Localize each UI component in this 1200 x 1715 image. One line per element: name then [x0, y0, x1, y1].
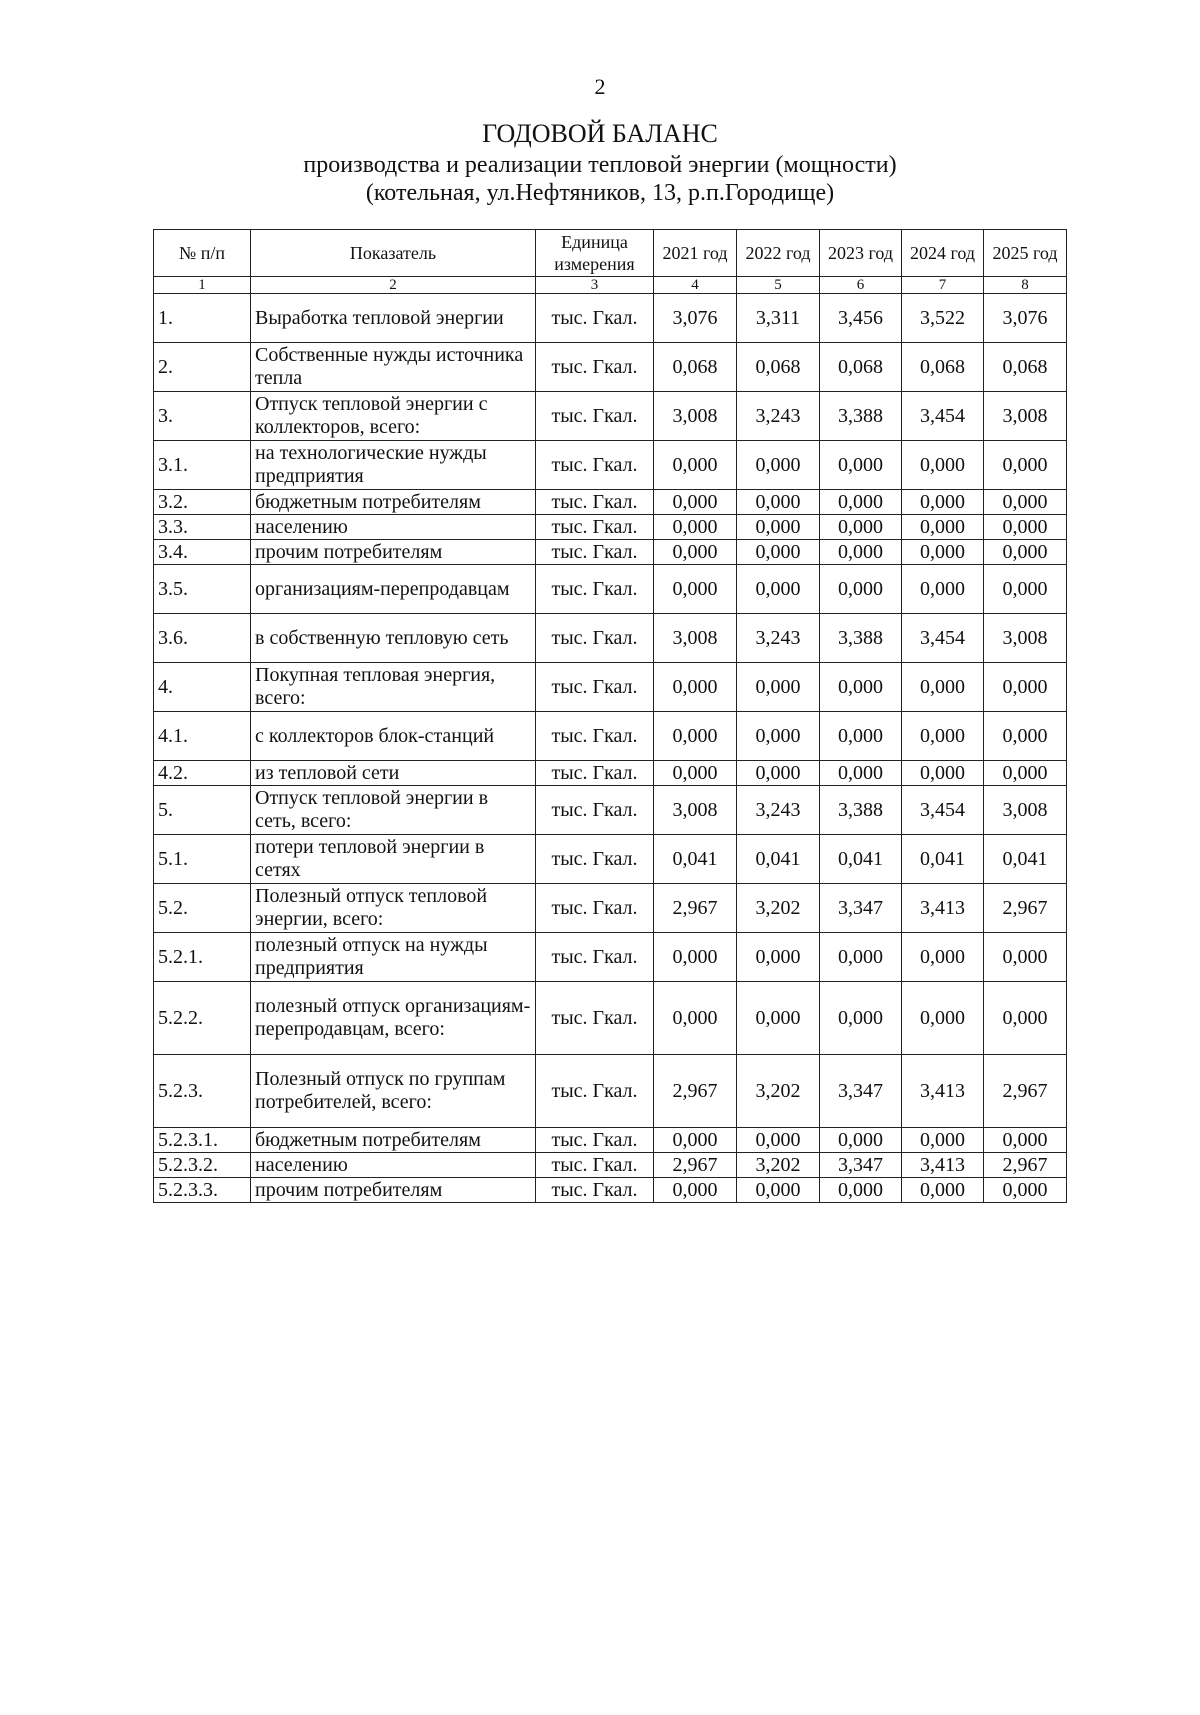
row-value-2022: 0,000 [737, 490, 820, 515]
row-value-2025: 0,000 [984, 712, 1067, 761]
row-value-2025: 0,000 [984, 1178, 1067, 1203]
row-unit: тыс. Гкал. [536, 565, 654, 614]
column-number: 1 [154, 277, 251, 294]
row-unit: тыс. Гкал. [536, 1128, 654, 1153]
column-number: 4 [654, 277, 737, 294]
row-unit: тыс. Гкал. [536, 1055, 654, 1128]
row-unit: тыс. Гкал. [536, 392, 654, 441]
row-indicator: с коллекторов блок-станций [251, 712, 536, 761]
row-value-2023: 0,000 [820, 1178, 902, 1203]
row-unit: тыс. Гкал. [536, 761, 654, 786]
row-unit: тыс. Гкал. [536, 1153, 654, 1178]
table-row [154, 786, 1067, 835]
row-indicator: на технологические нужды предприятия [251, 441, 536, 490]
row-value-2025: 0,000 [984, 982, 1067, 1055]
row-value-2025: 0,000 [984, 761, 1067, 786]
row-value-2022: 3,311 [737, 294, 820, 343]
row-indicator: потери тепловой энергии в сетях [251, 835, 536, 884]
row-value-2023: 0,000 [820, 565, 902, 614]
table-row [154, 1055, 1067, 1128]
row-number: 3.4. [154, 540, 251, 565]
row-number: 5.2.3.3. [154, 1178, 251, 1203]
row-value-2025: 2,967 [984, 1153, 1067, 1178]
row-value-2025: 2,967 [984, 884, 1067, 933]
table-row [154, 441, 1067, 490]
row-number: 3.5. [154, 565, 251, 614]
header-indicator: Показатель [251, 230, 536, 277]
row-value-2025: 0,000 [984, 565, 1067, 614]
row-indicator: бюджетным потребителям [251, 1128, 536, 1153]
row-value-2021: 0,000 [654, 540, 737, 565]
row-number: 1. [154, 294, 251, 343]
header-year-2022: 2022 год [737, 230, 820, 277]
page-number: 2 [594, 74, 606, 99]
row-value-2023: 0,000 [820, 933, 902, 982]
row-value-2025: 0,000 [984, 515, 1067, 540]
row-indicator: населению [251, 515, 536, 540]
row-value-2022: 0,041 [737, 835, 820, 884]
row-indicator: полезный отпуск на нужды предприятия [251, 933, 536, 982]
row-indicator: в собственную тепловую сеть [251, 614, 536, 663]
row-number: 5. [154, 786, 251, 835]
row-value-2023: 0,000 [820, 761, 902, 786]
row-value-2024: 3,413 [902, 1055, 984, 1128]
table-row [154, 663, 1067, 712]
row-value-2022: 3,243 [737, 392, 820, 441]
row-value-2024: 0,000 [902, 490, 984, 515]
row-value-2023: 3,347 [820, 884, 902, 933]
table-row [154, 1178, 1067, 1203]
row-number: 5.2.3. [154, 1055, 251, 1128]
row-value-2023: 3,388 [820, 392, 902, 441]
row-value-2023: 0,000 [820, 441, 902, 490]
row-value-2024: 3,454 [902, 614, 984, 663]
row-number: 3.3. [154, 515, 251, 540]
row-indicator: Покупная тепловая энергия, всего: [251, 663, 536, 712]
table-row [154, 712, 1067, 761]
table-row [154, 1128, 1067, 1153]
row-value-2024: 0,000 [902, 515, 984, 540]
row-value-2021: 2,967 [654, 1055, 737, 1128]
row-value-2021: 3,008 [654, 786, 737, 835]
row-value-2021: 3,008 [654, 614, 737, 663]
row-value-2024: 0,000 [902, 712, 984, 761]
row-value-2023: 3,388 [820, 614, 902, 663]
row-number: 5.2. [154, 884, 251, 933]
row-indicator: из тепловой сети [251, 761, 536, 786]
row-value-2023: 3,456 [820, 294, 902, 343]
row-value-2022: 3,202 [737, 884, 820, 933]
row-value-2024: 0,000 [902, 1128, 984, 1153]
row-unit: тыс. Гкал. [536, 515, 654, 540]
row-unit: тыс. Гкал. [536, 663, 654, 712]
row-value-2022: 0,000 [737, 441, 820, 490]
table-row [154, 540, 1067, 565]
row-value-2025: 3,008 [984, 392, 1067, 441]
row-value-2022: 3,243 [737, 786, 820, 835]
table-row [154, 343, 1067, 392]
row-number: 5.2.2. [154, 982, 251, 1055]
row-value-2022: 0,068 [737, 343, 820, 392]
row-unit: тыс. Гкал. [536, 712, 654, 761]
header-year-2023: 2023 год [820, 230, 902, 277]
row-value-2021: 3,076 [654, 294, 737, 343]
row-number: 4.2. [154, 761, 251, 786]
row-value-2022: 0,000 [737, 565, 820, 614]
row-unit: тыс. Гкал. [536, 933, 654, 982]
row-value-2021: 0,000 [654, 1178, 737, 1203]
row-value-2021: 2,967 [654, 1153, 737, 1178]
row-indicator: населению [251, 1153, 536, 1178]
row-value-2022: 0,000 [737, 663, 820, 712]
row-value-2024: 0,000 [902, 663, 984, 712]
row-value-2021: 0,000 [654, 565, 737, 614]
row-value-2024: 3,454 [902, 786, 984, 835]
row-value-2021: 0,000 [654, 712, 737, 761]
row-value-2023: 3,347 [820, 1153, 902, 1178]
table-row [154, 614, 1067, 663]
row-value-2024: 0,000 [902, 933, 984, 982]
row-value-2024: 0,041 [902, 835, 984, 884]
column-number: 8 [984, 277, 1067, 294]
row-value-2021: 0,000 [654, 761, 737, 786]
row-value-2021: 0,000 [654, 490, 737, 515]
row-number: 2. [154, 343, 251, 392]
row-value-2023: 0,068 [820, 343, 902, 392]
row-value-2024: 0,000 [902, 540, 984, 565]
table-row [154, 490, 1067, 515]
row-number: 5.2.3.1. [154, 1128, 251, 1153]
document-title: ГОДОВОЙ БАЛАНС [482, 119, 718, 148]
row-number: 5.2.3.2. [154, 1153, 251, 1178]
row-value-2021: 0,041 [654, 835, 737, 884]
row-unit: тыс. Гкал. [536, 343, 654, 392]
table-body [154, 294, 1067, 1203]
row-value-2025: 0,000 [984, 663, 1067, 712]
table-row [154, 392, 1067, 441]
row-value-2024: 0,000 [902, 761, 984, 786]
table-header-row [154, 230, 1067, 277]
row-value-2021: 0,000 [654, 982, 737, 1055]
row-value-2023: 0,000 [820, 982, 902, 1055]
row-unit: тыс. Гкал. [536, 540, 654, 565]
table-row [154, 835, 1067, 884]
row-value-2024: 3,413 [902, 884, 984, 933]
row-value-2024: 3,413 [902, 1153, 984, 1178]
row-unit: тыс. Гкал. [536, 294, 654, 343]
row-value-2024: 3,454 [902, 392, 984, 441]
row-value-2021: 0,068 [654, 343, 737, 392]
header-year-2021: 2021 год [654, 230, 737, 277]
document-subtitle-line1: производства и реализации тепловой энергии (мощности) [303, 152, 897, 178]
header-year-2024: 2024 год [902, 230, 984, 277]
row-indicator: Полезный отпуск тепловой энергии, всего: [251, 884, 536, 933]
column-number: 2 [251, 277, 536, 294]
column-number: 3 [536, 277, 654, 294]
row-number: 5.1. [154, 835, 251, 884]
row-value-2023: 0,000 [820, 490, 902, 515]
row-indicator: организациям-перепродавцам [251, 565, 536, 614]
row-value-2021: 3,008 [654, 392, 737, 441]
row-value-2025: 0,000 [984, 1128, 1067, 1153]
table-row [154, 515, 1067, 540]
row-value-2024: 0,000 [902, 1178, 984, 1203]
row-value-2025: 0,000 [984, 490, 1067, 515]
row-number: 4.1. [154, 712, 251, 761]
row-value-2023: 3,388 [820, 786, 902, 835]
row-unit: тыс. Гкал. [536, 441, 654, 490]
row-value-2022: 0,000 [737, 933, 820, 982]
header-unit: Единица измерения [536, 230, 654, 277]
row-indicator: Отпуск тепловой энергии в сеть, всего: [251, 786, 536, 835]
row-value-2023: 0,000 [820, 1128, 902, 1153]
row-indicator: Отпуск тепловой энергии с коллекторов, всего: [251, 392, 536, 441]
row-value-2024: 0,000 [902, 441, 984, 490]
row-value-2022: 0,000 [737, 515, 820, 540]
row-value-2025: 0,000 [984, 933, 1067, 982]
header-num: № п/п [154, 230, 251, 277]
row-number: 3.6. [154, 614, 251, 663]
column-number: 6 [820, 277, 902, 294]
table-row [154, 565, 1067, 614]
row-value-2022: 0,000 [737, 712, 820, 761]
row-value-2023: 0,000 [820, 515, 902, 540]
row-value-2024: 0,068 [902, 343, 984, 392]
row-value-2024: 0,000 [902, 565, 984, 614]
row-indicator: полезный отпуск организациям-перепродавцам, всего: [251, 982, 536, 1055]
column-number: 5 [737, 277, 820, 294]
row-unit: тыс. Гкал. [536, 835, 654, 884]
document-subtitle-line2: (котельная, ул.Нефтяников, 13, р.п.Городище) [365, 180, 835, 206]
header-year-2025: 2025 год [984, 230, 1067, 277]
row-value-2022: 3,202 [737, 1055, 820, 1128]
row-value-2021: 0,000 [654, 663, 737, 712]
row-value-2022: 0,000 [737, 761, 820, 786]
row-value-2022: 0,000 [737, 540, 820, 565]
row-value-2021: 0,000 [654, 933, 737, 982]
row-unit: тыс. Гкал. [536, 614, 654, 663]
row-value-2025: 3,008 [984, 786, 1067, 835]
row-unit: тыс. Гкал. [536, 490, 654, 515]
row-value-2023: 0,000 [820, 712, 902, 761]
row-unit: тыс. Гкал. [536, 982, 654, 1055]
row-value-2022: 0,000 [737, 1128, 820, 1153]
row-value-2022: 0,000 [737, 982, 820, 1055]
column-number-row [154, 277, 1067, 294]
row-unit: тыс. Гкал. [536, 884, 654, 933]
row-indicator: Выработка тепловой энергии [251, 294, 536, 343]
row-indicator: прочим потребителям [251, 1178, 536, 1203]
row-number: 4. [154, 663, 251, 712]
row-value-2023: 0,000 [820, 663, 902, 712]
row-value-2024: 0,000 [902, 982, 984, 1055]
row-value-2025: 3,076 [984, 294, 1067, 343]
row-number: 3.2. [154, 490, 251, 515]
row-indicator: прочим потребителям [251, 540, 536, 565]
row-value-2025: 0,068 [984, 343, 1067, 392]
table-row [154, 1153, 1067, 1178]
row-value-2022: 0,000 [737, 1178, 820, 1203]
table-row [154, 933, 1067, 982]
row-value-2025: 3,008 [984, 614, 1067, 663]
balance-table [153, 229, 1067, 1203]
row-indicator: Полезный отпуск по группам потребителей, всего: [251, 1055, 536, 1128]
row-value-2022: 3,243 [737, 614, 820, 663]
row-value-2021: 0,000 [654, 515, 737, 540]
row-number: 3.1. [154, 441, 251, 490]
table-row [154, 761, 1067, 786]
row-unit: тыс. Гкал. [536, 786, 654, 835]
row-unit: тыс. Гкал. [536, 1178, 654, 1203]
row-value-2025: 2,967 [984, 1055, 1067, 1128]
row-value-2021: 0,000 [654, 441, 737, 490]
row-indicator: бюджетным потребителям [251, 490, 536, 515]
table-row [154, 982, 1067, 1055]
row-value-2023: 0,000 [820, 540, 902, 565]
row-value-2021: 0,000 [654, 1128, 737, 1153]
row-number: 3. [154, 392, 251, 441]
row-number: 5.2.1. [154, 933, 251, 982]
row-value-2023: 0,041 [820, 835, 902, 884]
table-row [154, 294, 1067, 343]
row-value-2025: 0,000 [984, 441, 1067, 490]
row-indicator: Собственные нужды источника тепла [251, 343, 536, 392]
row-value-2022: 3,202 [737, 1153, 820, 1178]
row-value-2025: 0,000 [984, 540, 1067, 565]
column-number: 7 [902, 277, 984, 294]
row-value-2023: 3,347 [820, 1055, 902, 1128]
row-value-2024: 3,522 [902, 294, 984, 343]
row-value-2021: 2,967 [654, 884, 737, 933]
table-row [154, 884, 1067, 933]
row-value-2025: 0,041 [984, 835, 1067, 884]
